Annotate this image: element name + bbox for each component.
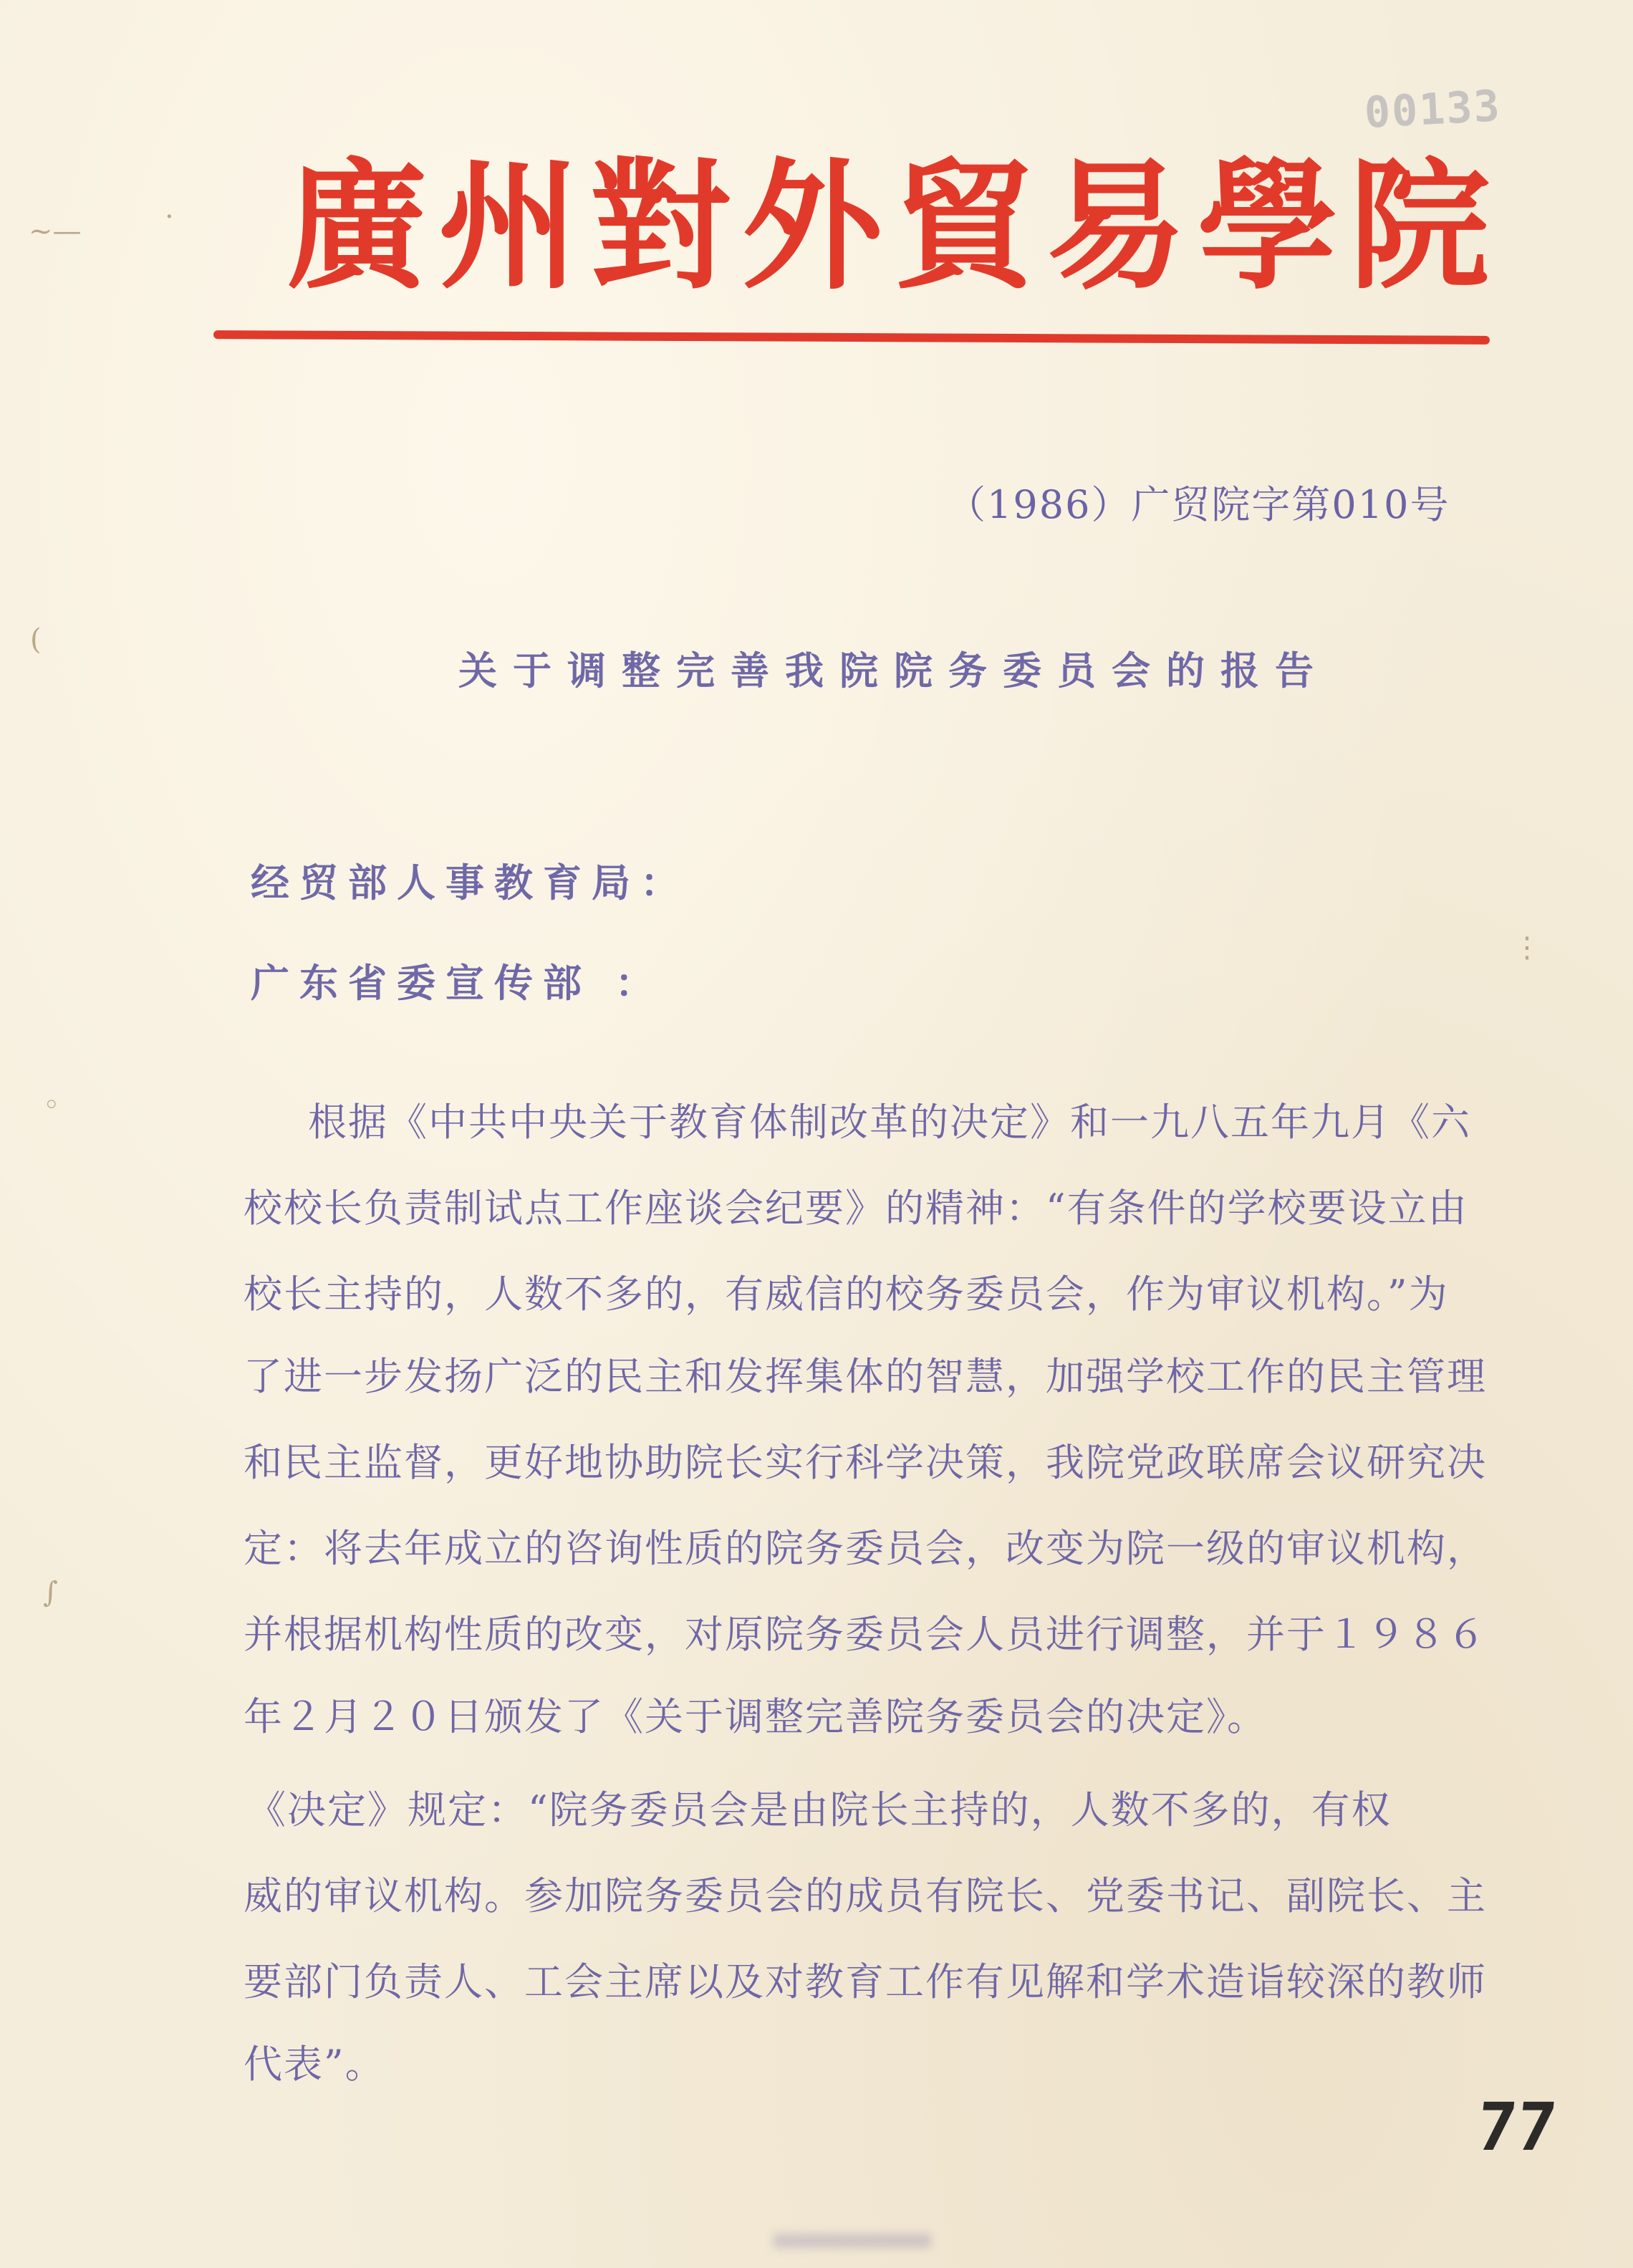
body-line-4: 了进一步发扬广泛的民主和发挥集体的智慧，加强学校工作的民主管理 [244,1354,1487,1399]
recipient-2: 广东省委宣传部 ： [251,960,664,1006]
margin-mark-icon: · [165,201,174,234]
body-line-1: 根据《中共中央关于教育体制改革的决定》和一九八五年九月《六 [308,1100,1471,1145]
document-number: （1986）广贸院字第010号 [947,482,1450,527]
margin-mark-icon: ~— [29,215,82,248]
letterhead-rule [213,330,1490,345]
body-line-11: 要部门负责人、工会主席以及对教育工作有见解和学术造诣较深的教师 [244,1959,1487,2004]
letterhead-title: 廣州對外貿易學院 [286,144,1502,309]
body-line-6: 定：将去年成立的咨询性质的院务委员会，改变为院一级的审议机构， [244,1526,1487,1571]
body-line-7: 并根据机构性质的改变，对原院务委员会人员进行调整，并于１９８６ [244,1612,1487,1657]
body-line-12: 代表”。 [244,2042,385,2087]
body-line-3: 校长主持的，人数不多的，有威信的校务委员会，作为审议机构。”为 [244,1272,1449,1317]
margin-mark-icon: ⋮ [1513,931,1541,964]
ink-bleed [774,2234,931,2248]
body-line-8: 年２月２０日颁发了《关于调整完善院务委员会的决定》。 [244,1694,1267,1739]
margin-mark-icon: ◦ [43,1089,60,1122]
body-line-10: 威的审议机构。参加院务委员会的成员有院长、党委书记、副院长、主 [244,1873,1487,1918]
margin-mark-icon: ∫ [43,1576,58,1609]
body-line-5: 和民主监督，更好地协助院长实行科学决策，我院党政联席会议研究决 [244,1440,1487,1485]
recipient-1: 经贸部人事教育局： [251,860,689,905]
body-line-9: 《决定》规定：“院务委员会是由院长主持的，人数不多的，有权 [247,1787,1392,1832]
page-number: 77 [1473,2089,1561,2166]
document-title: 关于调整完善我院院务委员会的报告 [458,648,1329,693]
archive-stamp-code: 00133 [1363,81,1503,138]
margin-mark-icon: ( [30,623,42,656]
body-line-2: 校校长负责制试点工作座谈会纪要》的精神：“有条件的学校要设立由 [244,1186,1468,1231]
